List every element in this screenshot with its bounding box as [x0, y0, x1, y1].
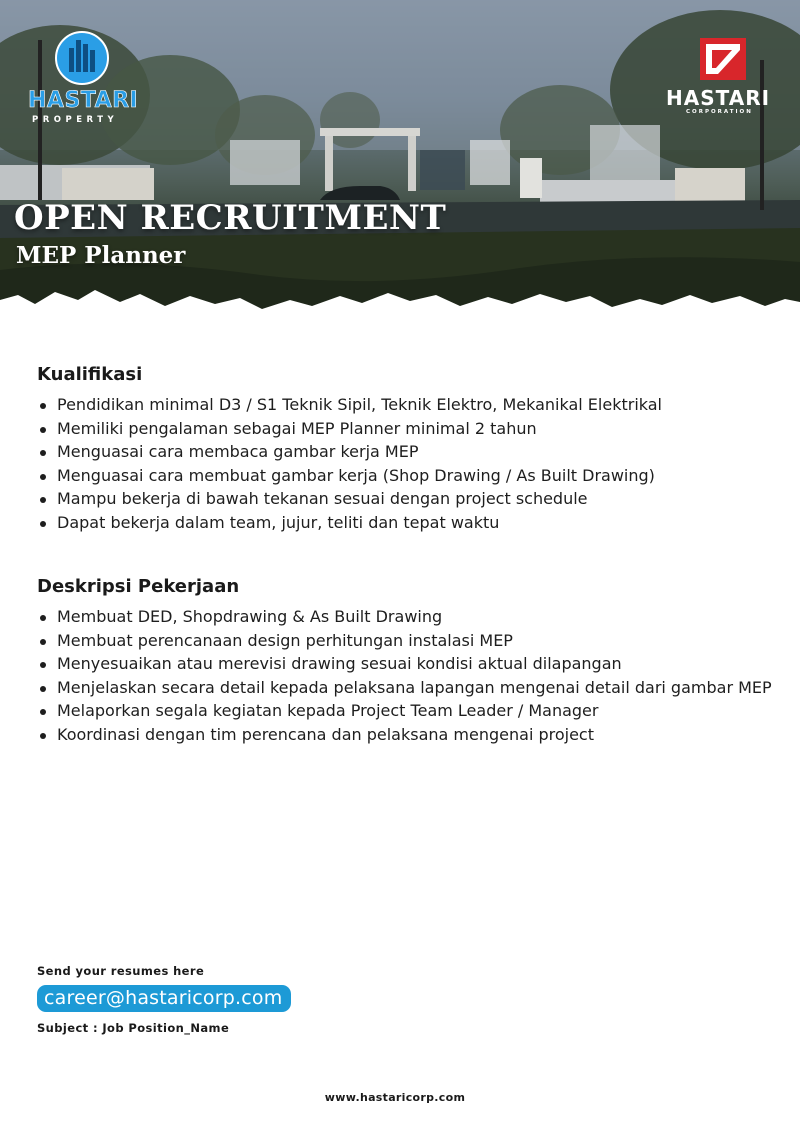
hastari-property-logo-icon — [52, 30, 112, 86]
job-description-heading: Deskripsi Pekerjaan — [37, 576, 240, 597]
list-item: Dapat bekerja dalam team, jujur, teliti dan tepat waktu — [37, 511, 777, 535]
logo-right-sub: CORPORATION — [686, 109, 753, 115]
website-link[interactable]: www.hastaricorp.com — [324, 1091, 466, 1104]
hastari-corporation-logo-icon — [698, 36, 748, 82]
list-item: Pendidikan minimal D3 / S1 Teknik Sipil, Teknik Elektro, Mekanikal Elektrikal — [37, 393, 777, 417]
list-item: Memiliki pengalaman sebagai MEP Planner minimal 2 tahun — [37, 417, 777, 441]
hastari-property-logo — [22, 30, 152, 130]
qualifications-list — [37, 393, 777, 534]
qualifications-heading: Kualifikasi — [37, 364, 143, 385]
list-item: Menguasai cara membuat gambar kerja (Shop Drawing / As Built Drawing) — [37, 464, 777, 488]
list-item: Koordinasi dengan tim perencana dan pelaksana mengenai project — [37, 723, 777, 747]
job-description-list — [37, 605, 777, 746]
email-subject-note: Subject : Job Position_Name — [37, 1021, 230, 1035]
job-position-title: MEP Planner — [16, 242, 186, 269]
list-item: Membuat perencanaan design perhitungan instalasi MEP — [37, 629, 777, 653]
hastari-corporation-logo — [660, 36, 790, 121]
page-title: OPEN RECRUITMENT — [14, 198, 447, 238]
email-link[interactable]: career@hastaricorp.com — [37, 985, 291, 1012]
list-item: Menguasai cara membaca gambar kerja MEP — [37, 440, 777, 464]
job-description-section — [37, 576, 777, 746]
logo-left-sub: PROPERTY — [32, 115, 119, 125]
contact-block — [37, 964, 291, 1035]
hero-banner — [0, 0, 800, 330]
list-item: Melaporkan segala kegiatan kepada Project Team Leader / Manager — [37, 699, 777, 723]
list-item: Menjelaskan secara detail kepada pelaksana lapangan mengenai detail dari gambar MEP — [37, 676, 777, 700]
logo-left-brand: HASTARI — [28, 88, 139, 113]
list-item: Menyesuaikan atau merevisi drawing sesuai kondisi aktual dilapangan — [37, 652, 777, 676]
qualifications-section — [37, 364, 777, 534]
resume-label: Send your resumes here — [37, 964, 205, 978]
logo-right-brand: HASTARI — [666, 86, 771, 110]
list-item: Mampu bekerja di bawah tekanan sesuai dengan project schedule — [37, 487, 777, 511]
list-item: Membuat DED, Shopdrawing & As Built Drawing — [37, 605, 777, 629]
